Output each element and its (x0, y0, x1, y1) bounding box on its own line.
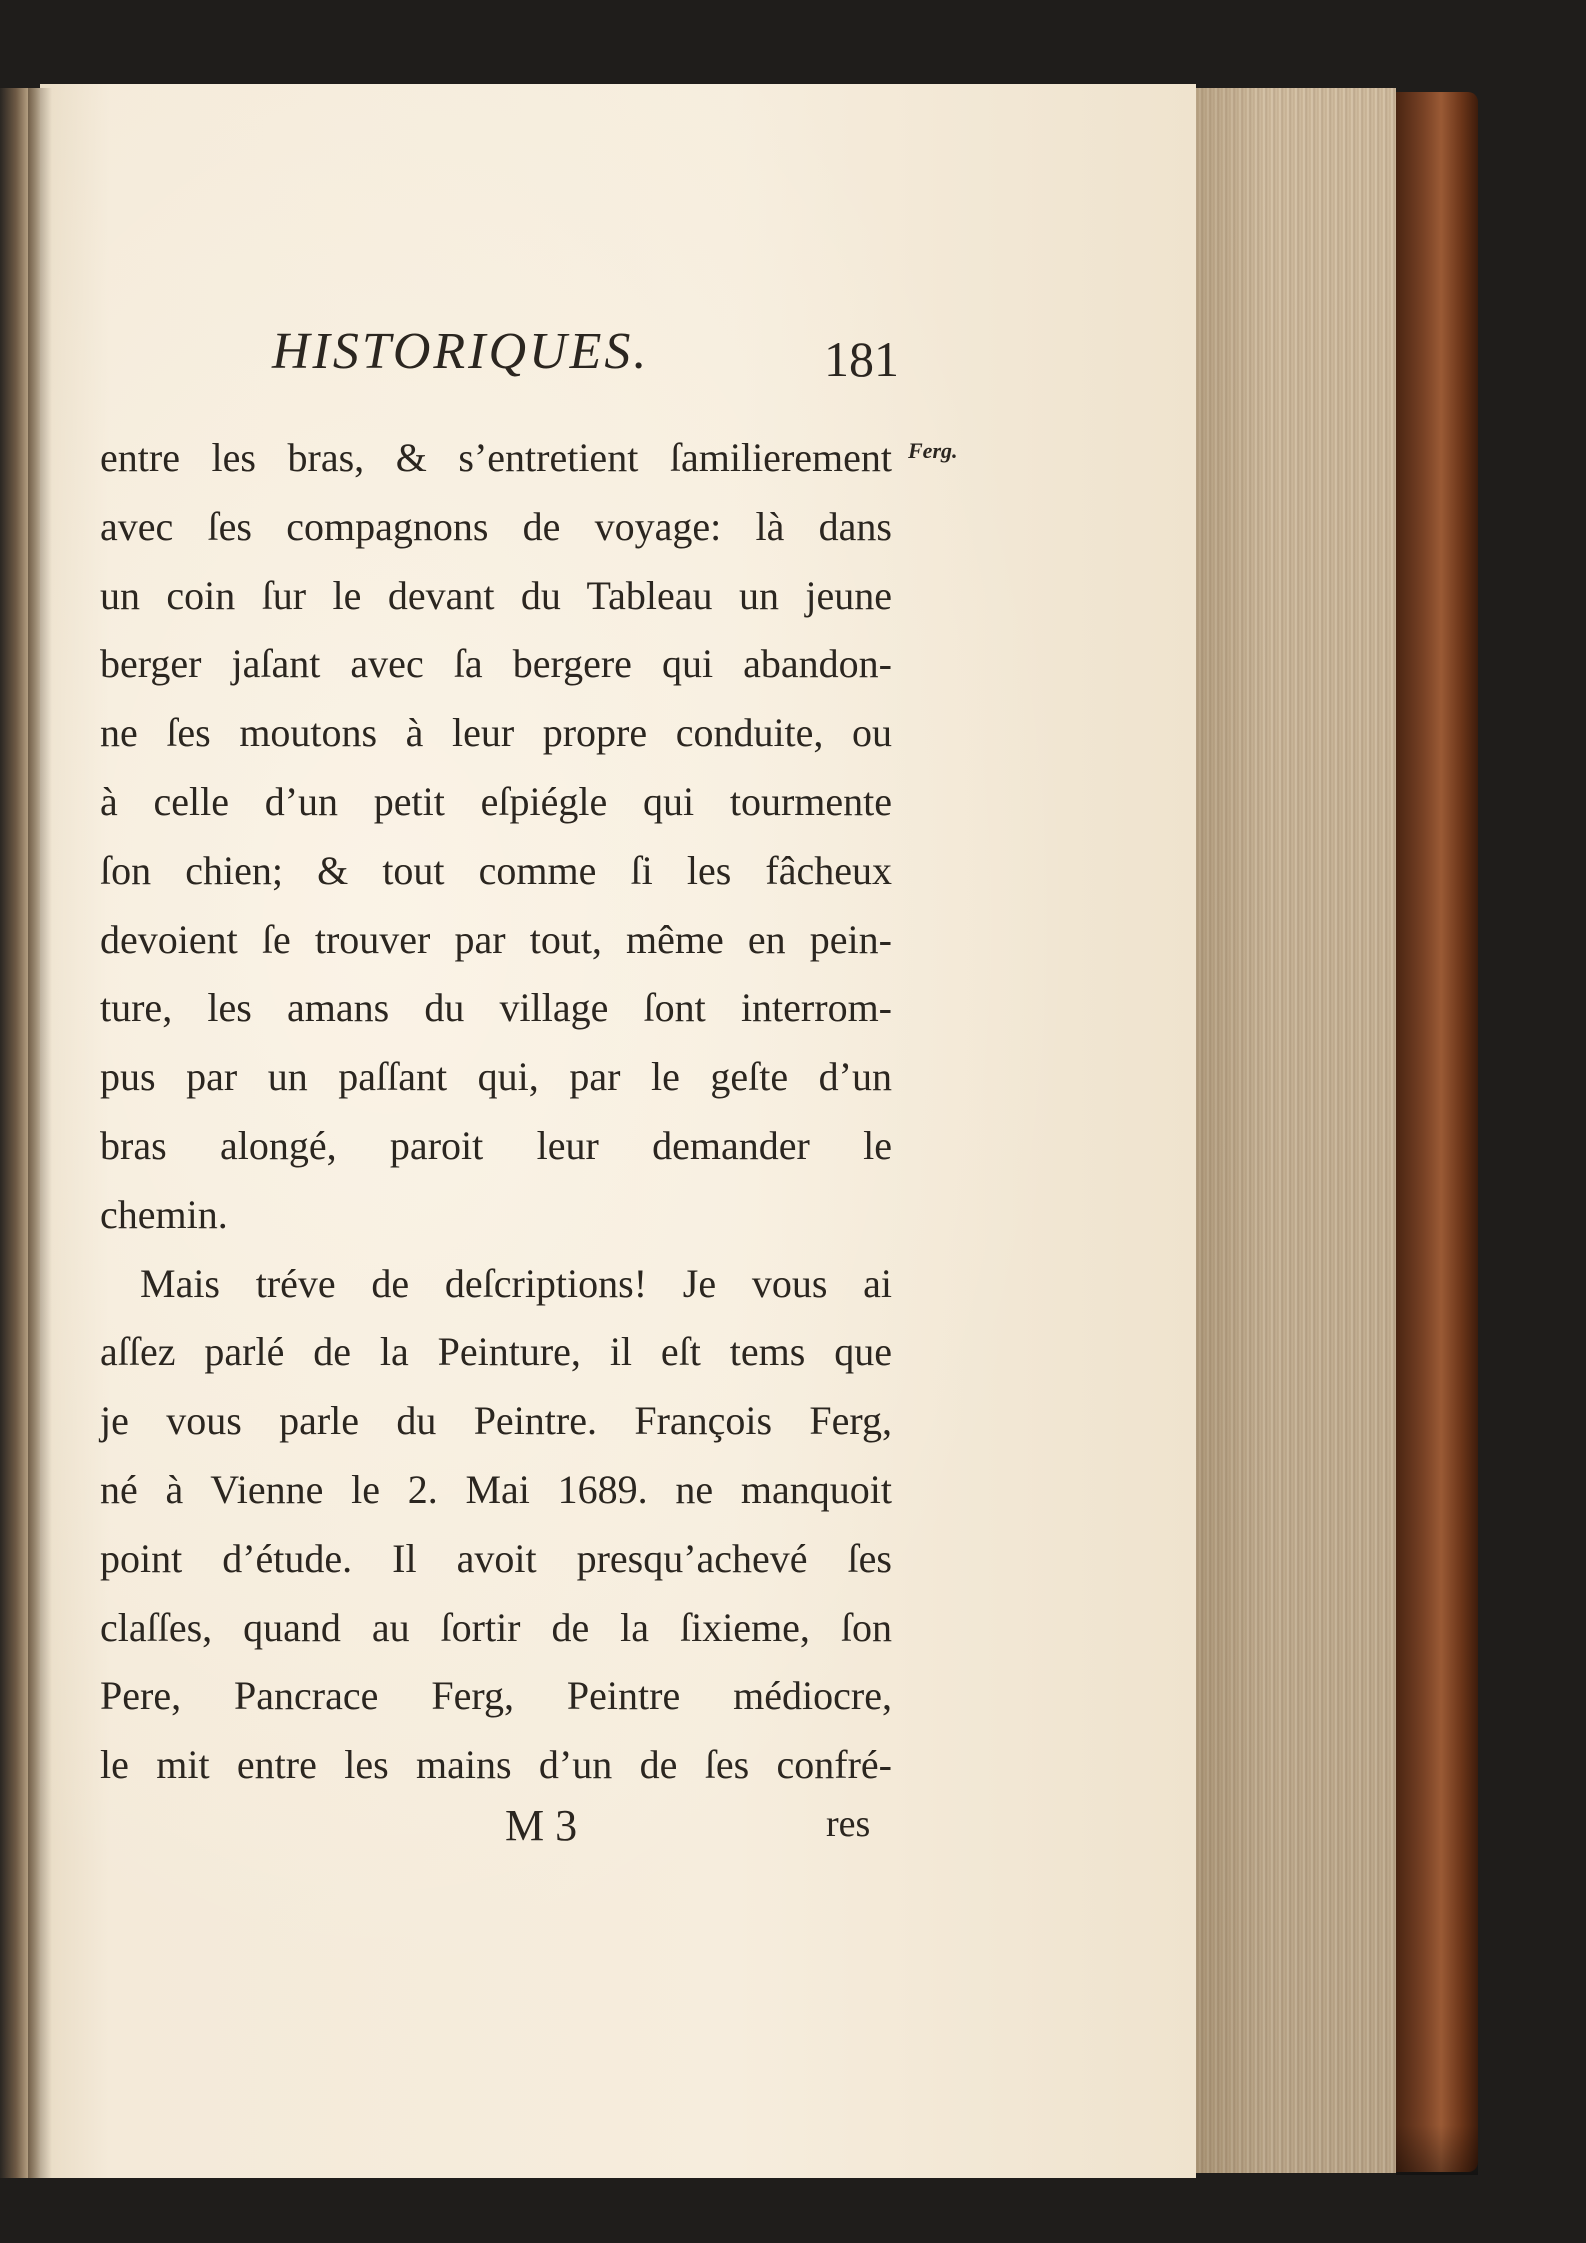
text-line: à celle d’un petit eſpiégle qui tourmente (100, 778, 892, 824)
text-line: ſon chien; & tout comme ſi les fâcheux (100, 847, 892, 893)
text-line: aſſez parlé de la Peinture, il eſt tems que (100, 1329, 892, 1375)
text-line: claſſes, quand au ſortir de la ſixieme, ſon (100, 1604, 892, 1650)
text-line: devoient ſe trouver par tout, même en pein- (100, 916, 892, 962)
text-line: ne ſes moutons à leur propre conduite, ou (100, 710, 892, 756)
body-text (100, 424, 892, 1800)
text-line: ture, les amans du village ſont interrom- (100, 985, 892, 1031)
text-line: pus par un paſſant qui, par le geſte d’un (100, 1054, 892, 1100)
text-line: avec ſes compagnons de voyage: là dans (100, 503, 892, 549)
text-line: Pere, Pancrace Ferg, Peintre médiocre, (100, 1673, 892, 1719)
text-line: chemin. (100, 1191, 228, 1237)
gutter-shadow (28, 88, 52, 2178)
running-head: HISTORIQUES. (272, 323, 650, 380)
text-line: point d’étude. Il avoit presqu’achevé ſes (100, 1535, 892, 1581)
text-line: né à Vienne le 2. Mai 1689. ne manquoit (100, 1466, 892, 1512)
page-number: 181 (824, 331, 899, 387)
text-line: entre les bras, & s’entretient ſamilierement (100, 435, 892, 480)
text-line: Mais tréve de deſcriptions! Je vous ai (140, 1260, 892, 1306)
page-edges-stack (1196, 88, 1396, 2173)
margin-note: Ferg. (908, 438, 958, 463)
text-line: bras alongé, paroit leur demander le (100, 1122, 892, 1168)
text-line: je vous parle du Peintre. François Ferg, (100, 1398, 892, 1444)
signature-mark: M 3 (505, 1801, 578, 1850)
catchword: res (826, 1803, 871, 1845)
leather-cover (1396, 92, 1478, 2172)
text-line: le mit entre les mains d’un de ſes confré- (100, 1742, 892, 1788)
text-line: un coin ſur le devant du Tableau un jeune (100, 572, 892, 618)
text-line: berger jaſant avec ſa bergere qui abandon- (100, 641, 892, 687)
cover-shadow (1396, 2125, 1478, 2175)
